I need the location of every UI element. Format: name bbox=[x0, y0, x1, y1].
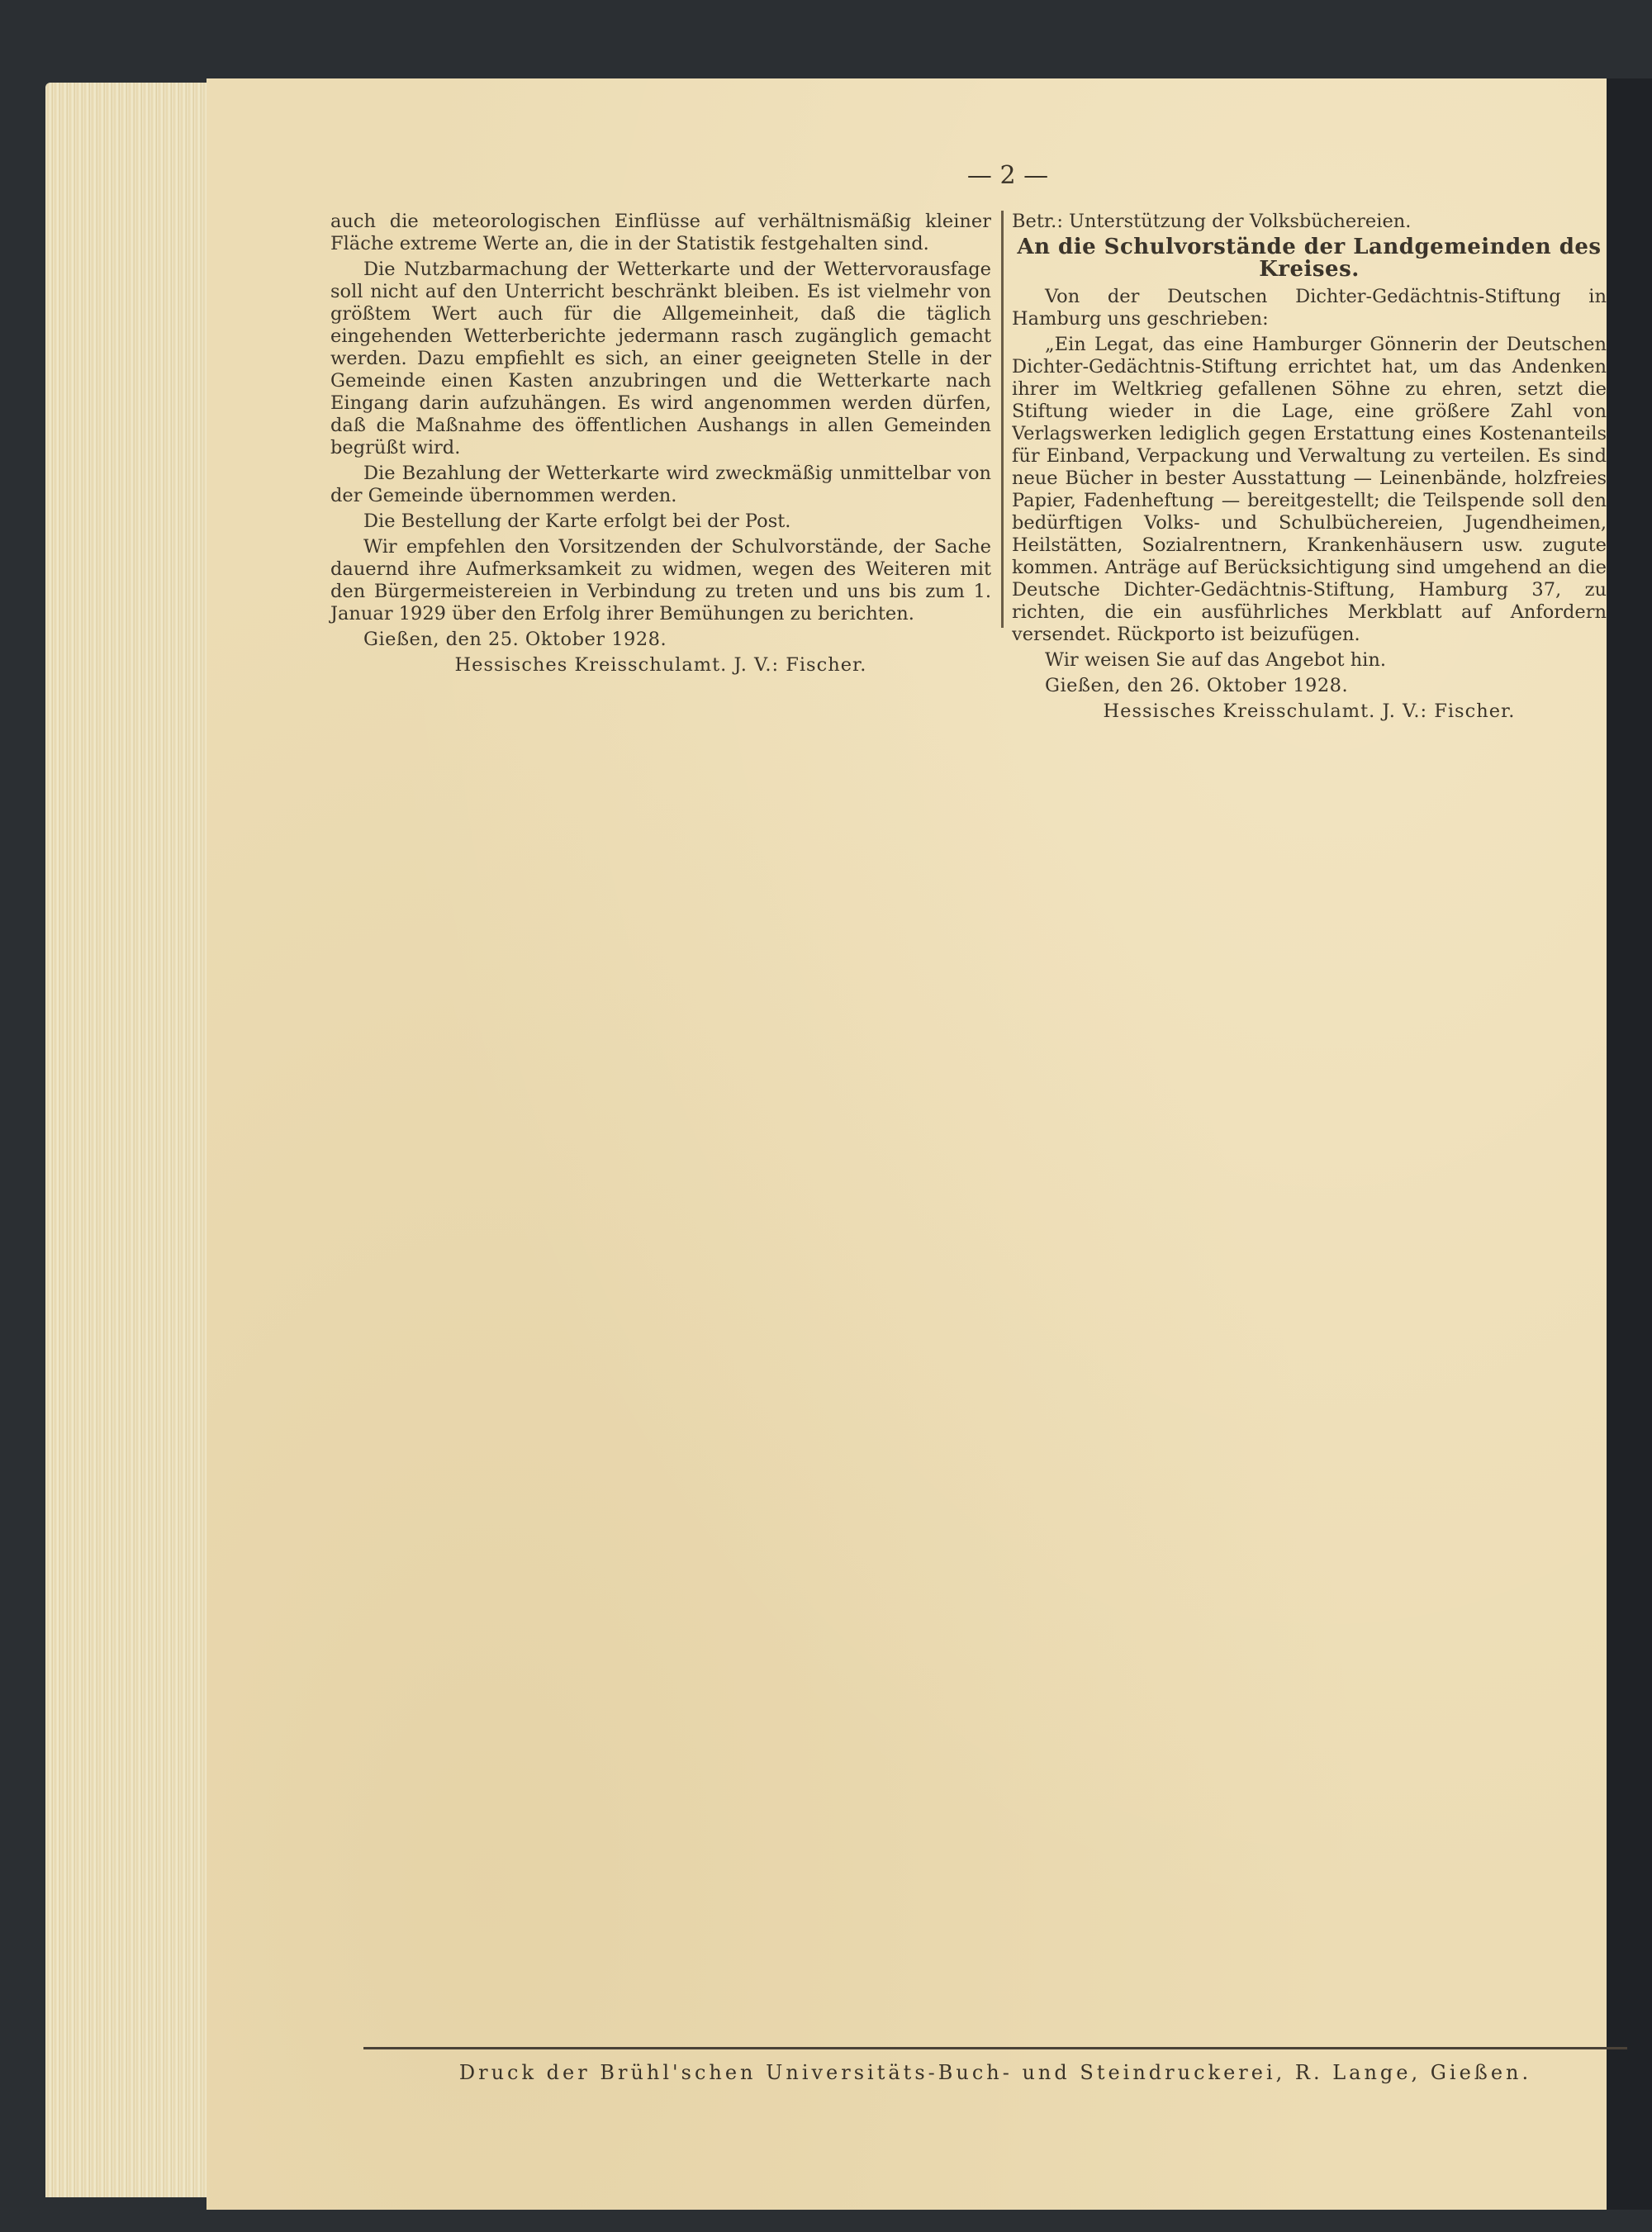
column-divider bbox=[1001, 211, 1004, 628]
printer-imprint: Druck der Brühl'schen Universitäts-Buch- und Steindruckerei, R. Lange, Gießen. bbox=[458, 2061, 1532, 2084]
page-stack bbox=[45, 83, 223, 2197]
left-paragraph-3: Die Bezahlung der Wetterkarte wird zweckmäßig unmittelbar von der Gemeinde übernommen werden. bbox=[330, 463, 991, 506]
left-signature: Hessisches Kreisschulamt. J. V.: Fischer. bbox=[454, 654, 867, 676]
right-column bbox=[1012, 211, 1607, 726]
right-date: Gießen, den 26. Oktober 1928. bbox=[1045, 675, 1349, 696]
right-subject: Betr.: Unterstützung der Volksbüchereien. bbox=[1012, 211, 1412, 232]
left-paragraph-5: Wir empfehlen den Vorsitzenden der Schulvorstände, der Sache dauernd ihre Aufmerksamkeit zu widmen, wegen des Weiteren mit den Bürgermeistereien in Verbindung zu treten und uns bis zum 1. Januar 1929 über den Erfolg ihrer Bemühungen zu berichten. bbox=[330, 536, 991, 624]
left-paragraph-2: Die Nutzbarmachung der Wetterkarte und der Wettervorausfage soll nicht auf den Unterricht beschränkt bleiben. Es ist vielmehr von größtem Wert auch für die Allgemeinheit, daß die täglich eingehenden Wetterberichte jedermann rasch zugänglich gemacht werden. Dazu empfiehlt es sich, an einer geeigneten Stelle in der Gemeinde einen Kasten anzubringen und die Wetterkarte nach Eingang darin aufzuhängen. Es wird angenommen werden dürfen, daß die Maßnahme des öffentlichen Aushangs in allen Gemeinden begrüßt wird. bbox=[330, 259, 991, 458]
right-paragraph-3: Wir weisen Sie auf das Angebot hin. bbox=[1045, 649, 1387, 671]
right-paragraph-1: Von der Deutschen Dichter-Gedächtnis-Stiftung in Hamburg uns geschrieben: bbox=[1012, 286, 1607, 330]
right-headline: An die Schulvorstände der Landgemeinden des Kreises. bbox=[1017, 235, 1602, 282]
left-paragraph-1: auch die meteorologischen Einflüsse auf verhältnismäßig kleiner Fläche extreme Werte an, die in der Statistik festgehalten sind. bbox=[330, 211, 991, 254]
left-column bbox=[330, 211, 991, 680]
left-paragraph-4: Die Bestellung der Karte erfolgt bei der Post. bbox=[363, 511, 791, 532]
footer-rule bbox=[363, 2047, 1627, 2049]
page-number: — 2 — bbox=[966, 161, 1049, 190]
left-date: Gießen, den 25. Oktober 1928. bbox=[363, 629, 667, 650]
right-signature: Hessisches Kreisschulamt. J. V.: Fischer. bbox=[1103, 700, 1516, 722]
book-binding-edge bbox=[1607, 78, 1652, 2210]
right-paragraph-2: „Ein Legat, das eine Hamburger Gönnerin der Deutschen Dichter-Gedächtnis-Stiftung errichtet hat, um das Andenken ihrer im Weltkrieg gefallenen Söhne zu ehren, setzt die Stiftung wieder in die Lage, eine größere Zahl von Verlagswerken lediglich gegen Erstattung eines Kostenanteils für Einband, Verpackung und Verwaltung zu verteilen. Es sind neue Bücher in bester Ausstattung — Leinenbände, holzfreies Papier, Fadenheftung — bereitgestellt; die Teilspende soll den bedürftigen Volks- und Schulbüchereien, Jugendheimen, Heilstätten, Sozialrentnern, Krankenhäusern usw. zugute kommen. Anträge auf Berücksichtigung sind umgehend an die Deutsche Dichter-Gedächtnis-Stiftung, Hamburg 37, zu richten, die ein ausführliches Merkblatt auf Anfordern versendet. Rückporto ist beizufügen. bbox=[1012, 334, 1607, 645]
